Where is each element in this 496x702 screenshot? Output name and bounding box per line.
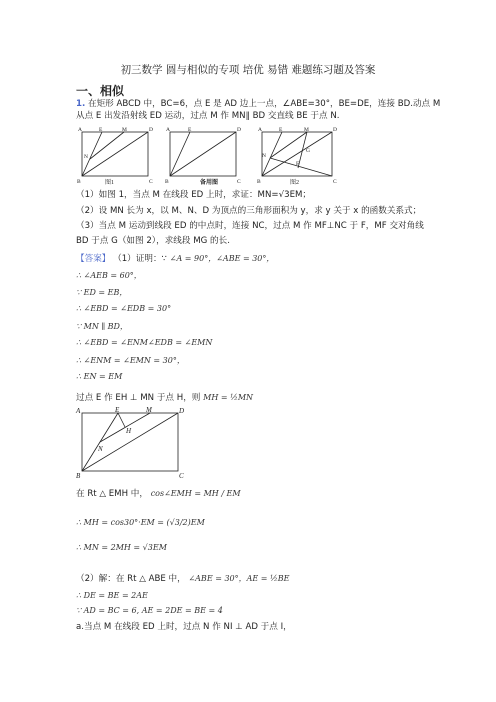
step-de: ∴ DE = BE = 2AE [76,591,148,600]
question-1 [76,190,311,201]
problem-number: 1. [76,99,86,109]
case-a-line: a.当点 M 在线段 ED 上时，过点 N 作 NI ⊥ AD 于点 I， [76,622,292,632]
step-angle-equal: ∴ ∠EBD = ∠ENM∠EDB = ∠EMN [76,338,213,347]
mh-formula: ∴ MH = cos30°·EM = (√3/2)EM [76,518,205,527]
svg-text:D: D [333,127,337,133]
answer-1-condition: ∠A = 90°，∠ABE = 30°， [169,254,275,263]
svg-text:G: G [306,148,310,154]
section-heading: 一、相似 [76,84,125,98]
figure-1 [82,132,148,176]
sqrt3-symbol: √3 [278,190,290,200]
perp-text: 过点 E 作 EH ⊥ MN 于点 H，则 [76,393,201,403]
question-3-line-1: （3）当点 M 运动到线段 ED 的中点时，连接 NC，过点 M 作 MF⊥NC 于 F，MF 交对角线 [76,221,424,231]
svg-text:N: N [98,445,103,453]
figure-1-caption: 图1 [105,180,115,186]
problem-stem-2: 从点 E 出发沿射线 ED 运动，过点 M 作 MN∥ BD 交直线 BE 于点 N. [76,111,340,121]
svg-text:C: C [333,179,337,185]
step-ebd: ∴ ∠EBD = ∠EDB = 30° [76,304,172,313]
figure-3 [72,405,192,479]
problem-line-1 [76,99,440,110]
svg-text:B: B [257,179,261,185]
step-en: ∴ EN = EM [76,372,123,381]
perp-line [76,392,253,404]
svg-text:A: A [258,127,262,133]
svg-text:E: E [188,127,192,133]
spare-figure [170,132,236,176]
svg-text:C: C [179,472,184,479]
question-2: （2）设 MN 长为 x，以 M、N、D 为顶点的三角形面积为 y，求 y 关于 x 的函数关系式； [76,206,422,216]
step-enm: ∴ ∠ENM = ∠EMN = 30°， [76,356,185,365]
svg-text:C: C [149,179,153,185]
svg-text:D: D [179,407,185,415]
figure-2-caption: 图2 [290,180,300,186]
rt-line [76,488,241,500]
svg-text:C: C [237,179,241,185]
svg-text:F: F [296,161,300,167]
perp-formula: MH = ½MN [203,393,254,402]
svg-text:D: D [149,127,153,133]
svg-text:B: B [76,472,81,479]
answer-line-1 [76,253,274,265]
svg-text:A: A [78,127,82,133]
svg-text:N: N [262,153,266,159]
answer-2-text: （2）解：在 Rt △ ABE 中， [76,574,186,584]
rt-text: 在 Rt △ EMH 中， [76,489,148,499]
step-ed: ∵ ED = EB， [76,288,128,297]
svg-text:E: E [99,127,103,133]
svg-text:E: E [279,127,283,133]
svg-text:M: M [122,127,127,133]
svg-text:D: D [237,127,241,133]
svg-text:A: A [166,127,170,133]
svg-text:M: M [146,406,152,414]
rt-formula: cos∠EMH = MH / EM [150,489,241,498]
svg-text:M: M [304,127,309,133]
svg-text:B: B [165,179,169,185]
figure-2 [262,132,332,176]
figures-row [72,124,428,186]
spare-figure-caption: 备用图 [200,180,219,186]
answer-1-intro: （1）证明：∵ [113,254,168,264]
svg-text:N: N [84,154,88,160]
svg-text:H: H [126,427,132,435]
question-1-tail: EM； [289,190,312,200]
step-ad: ∵ AD = BC = 6, AE = 2DE = BE = 4 [76,606,223,615]
mn-formula: ∴ MN = 2MH = √3EM [76,543,167,552]
question-3-line-2: BD 于点 G（如图 2），求线段 MG 的长. [76,236,230,246]
page-title: 初三数学 圆与相似的专项 培优 易错 难题练习题及答案 [120,64,376,76]
question-1-text: （1）如图 1，当点 M 在线段 ED 上时，求证：MN= [76,190,279,200]
step-parallel: ∵ MN ∥ BD， [76,322,128,331]
svg-text:B: B [77,179,81,185]
problem-stem-1: 在矩形 ABCD 中，BC=6，点 E 是 AD 边上一点，∠ABE=30°，BE=DE，连接 BD.动点 M [87,99,441,109]
answer-2-line [76,573,290,585]
answer-tag: 【答案】 [76,254,111,264]
step-aeb: ∴ ∠AEB = 60°， [76,271,142,280]
answer-2-formula: ∠ABE = 30°，AE = ½BE [188,574,290,583]
svg-text:A: A [76,407,81,415]
svg-text:E: E [115,406,120,414]
